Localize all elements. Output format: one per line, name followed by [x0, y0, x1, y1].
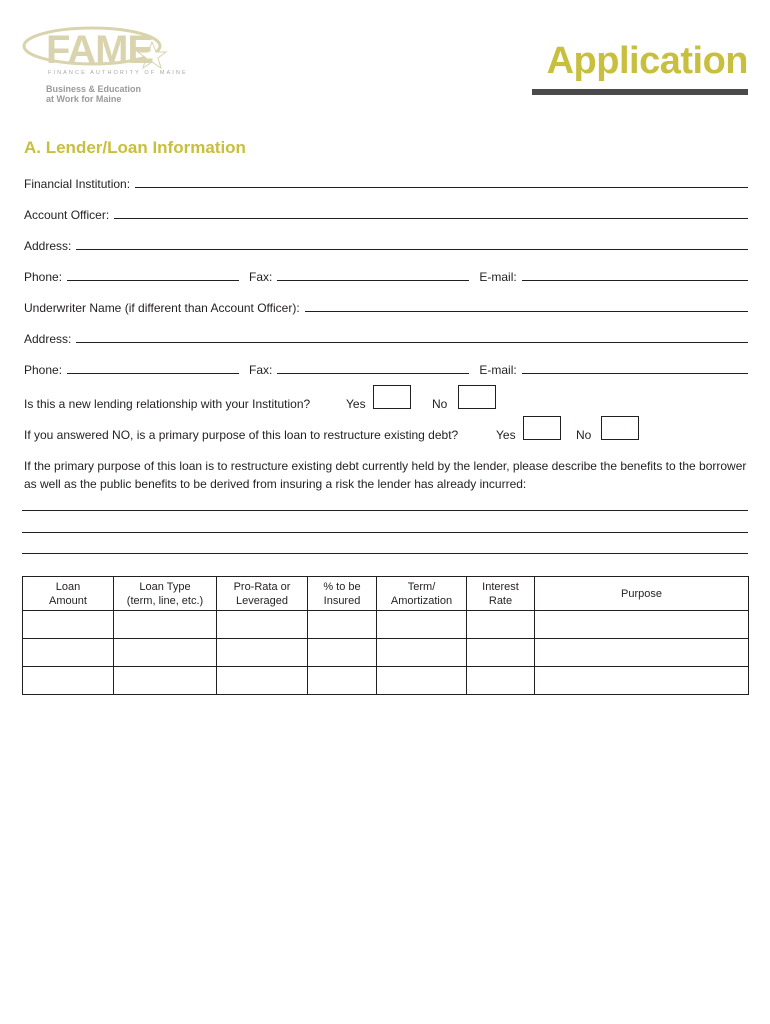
table-cell[interactable]	[308, 611, 377, 639]
table-cell[interactable]	[217, 639, 308, 667]
logo-tagline-1: Business & Education	[46, 84, 142, 94]
table-row	[23, 611, 749, 639]
fax-field[interactable]	[277, 280, 469, 281]
logo-subtitle: FINANCE AUTHORITY OF MAINE	[48, 70, 188, 76]
email-2-label: E-mail:	[479, 363, 517, 377]
q2-yes-checkbox[interactable]	[523, 416, 561, 440]
question-restructure-debt: If you answered NO, is a primary purpose of this loan to restructure existing debt?	[24, 428, 459, 442]
account-officer-label: Account Officer:	[24, 208, 110, 222]
fax-label: Fax:	[249, 270, 273, 284]
col-percent-insured: % to be Insured	[308, 577, 377, 611]
q1-no-label: No	[432, 397, 448, 411]
table-cell[interactable]	[23, 667, 114, 695]
section-heading: A. Lender/Loan Information	[24, 138, 246, 157]
logo-tagline	[46, 84, 141, 104]
col-loan-type: Loan Type (term, line, etc.)	[114, 577, 217, 611]
col-purpose: Purpose	[535, 577, 749, 611]
logo-tagline-2: at Work for Maine	[46, 94, 122, 104]
q2-no-label: No	[576, 428, 592, 442]
logo-wordmark: FAME	[46, 28, 154, 72]
loan-table-header	[23, 577, 749, 611]
table-cell[interactable]	[535, 611, 749, 639]
account-officer-field[interactable]	[114, 218, 748, 219]
address-label: Address:	[24, 239, 72, 253]
col-interest-rate: Interest Rate	[467, 577, 535, 611]
underwriter-row	[24, 297, 748, 315]
email-field[interactable]	[522, 280, 748, 281]
title-underline-bar	[532, 89, 748, 95]
table-cell[interactable]	[217, 667, 308, 695]
restructure-description: If the primary purpose of this loan is to restructure existing debt currently held by the lender, please describe the benefits to the borrower as well as the public benefits to be derived from insuring a risk the lender has already incurred:	[24, 459, 747, 491]
address-row	[24, 235, 748, 253]
table-cell[interactable]	[114, 667, 217, 695]
underwriter-label: Underwriter Name (if different than Account Officer):	[24, 301, 300, 315]
address-2-label: Address:	[24, 332, 72, 346]
question-new-relationship: Is this a new lending relationship with your Institution?	[24, 397, 311, 411]
table-cell[interactable]	[217, 611, 308, 639]
fax-2-field[interactable]	[277, 373, 469, 374]
table-cell[interactable]	[308, 667, 377, 695]
q1-yes-checkbox[interactable]	[373, 385, 411, 409]
contact-row	[24, 266, 748, 284]
table-cell[interactable]	[377, 611, 467, 639]
table-cell[interactable]	[535, 667, 749, 695]
table-cell[interactable]	[23, 611, 114, 639]
email-label: E-mail:	[479, 270, 517, 284]
page-title: Application	[546, 40, 748, 82]
q2-yes-label: Yes	[496, 428, 516, 442]
col-term-amortization: Term/ Amortization	[377, 577, 467, 611]
address-2-row	[24, 328, 748, 346]
address-field[interactable]	[76, 249, 748, 250]
financial-institution-field[interactable]	[135, 187, 748, 188]
fame-logo	[22, 22, 192, 108]
phone-label: Phone:	[24, 270, 63, 284]
table-cell[interactable]	[535, 639, 749, 667]
table-cell[interactable]	[114, 639, 217, 667]
table-cell[interactable]	[467, 667, 535, 695]
underwriter-field[interactable]	[305, 311, 748, 312]
account-officer-row	[24, 204, 748, 222]
contact-2-row	[24, 359, 748, 377]
table-cell[interactable]	[377, 667, 467, 695]
financial-institution-label: Financial Institution:	[24, 177, 131, 191]
table-cell[interactable]	[377, 639, 467, 667]
description-line-2[interactable]	[22, 532, 748, 533]
table-cell[interactable]	[467, 611, 535, 639]
address-2-field[interactable]	[76, 342, 748, 343]
table-cell[interactable]	[467, 639, 535, 667]
description-line-3[interactable]	[22, 553, 748, 554]
phone-2-label: Phone:	[24, 363, 63, 377]
col-loan-amount: Loan Amount	[23, 577, 114, 611]
description-line-1[interactable]	[22, 510, 748, 511]
col-pro-rata: Pro-Rata or Leveraged	[217, 577, 308, 611]
q1-no-checkbox[interactable]	[458, 385, 496, 409]
loan-table	[22, 576, 749, 695]
fax-2-label: Fax:	[249, 363, 273, 377]
table-cell[interactable]	[308, 639, 377, 667]
table-row	[23, 639, 749, 667]
phone-2-field[interactable]	[67, 373, 239, 374]
table-cell[interactable]	[23, 639, 114, 667]
email-2-field[interactable]	[522, 373, 748, 374]
table-row	[23, 667, 749, 695]
financial-institution-row	[24, 173, 748, 191]
table-cell[interactable]	[114, 611, 217, 639]
phone-field[interactable]	[67, 280, 239, 281]
q2-no-checkbox[interactable]	[601, 416, 639, 440]
q1-yes-label: Yes	[346, 397, 366, 411]
